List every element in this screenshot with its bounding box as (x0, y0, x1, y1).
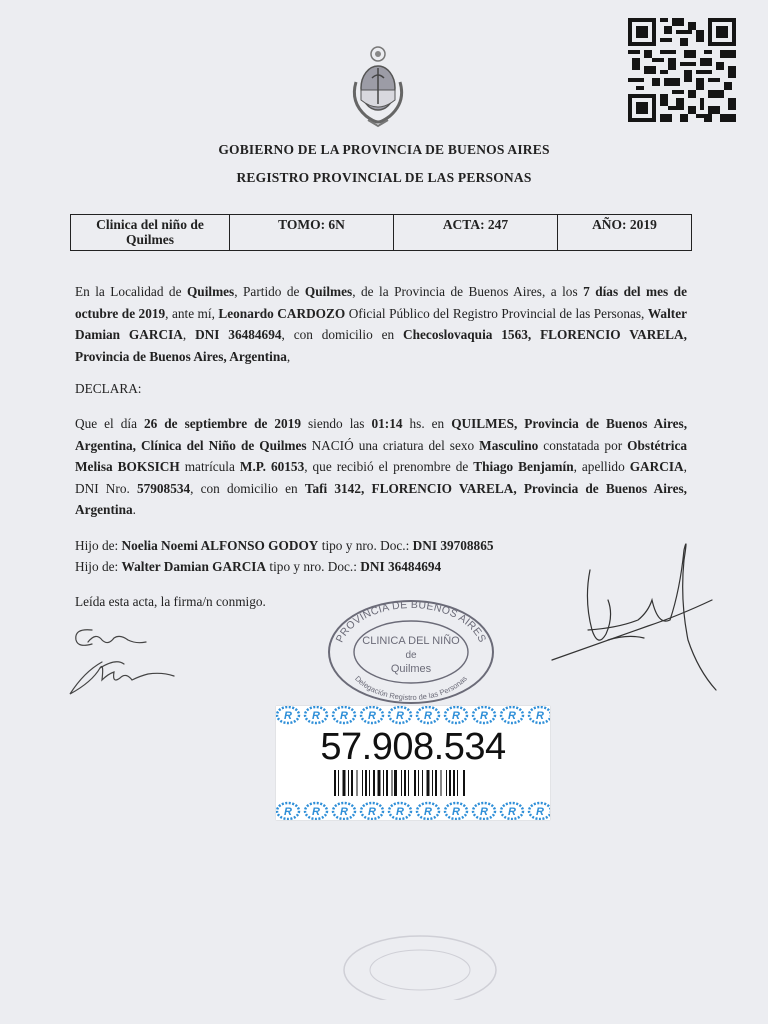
security-seal-icon (389, 803, 411, 819)
tomo-cell: TOMO: 6N (230, 215, 394, 251)
svg-text:R: R (368, 806, 376, 818)
place-line1: Clinica del niño de (96, 217, 204, 232)
signature-right (548, 530, 720, 698)
act-details-table (70, 214, 692, 251)
barcode-bar (342, 770, 345, 796)
barcode-bar (365, 770, 367, 796)
registry-heading: REGISTRO PROVINCIAL DE LAS PERSONAS (236, 170, 532, 185)
barcode-bar (338, 770, 339, 796)
barcode-bar (404, 770, 406, 796)
qr-code (628, 18, 736, 122)
barcode-bar (386, 770, 388, 796)
svg-text:R: R (536, 806, 544, 818)
barcode-bar (449, 770, 451, 796)
barcode-bar (453, 770, 455, 796)
svg-text:R: R (312, 710, 320, 722)
security-seal-icon (389, 707, 411, 723)
svg-text:R: R (368, 710, 376, 722)
dni-number-sticker (276, 706, 550, 820)
svg-text:R: R (396, 710, 404, 722)
stamp-outer-bottom: Delegación Registro de las Personas (353, 674, 469, 703)
dni-number: 57.908.534 (320, 726, 506, 768)
barcode-bar (334, 770, 336, 796)
barcode-bar (356, 770, 357, 796)
svg-text:R: R (340, 710, 348, 722)
svg-text:R: R (340, 806, 348, 818)
security-seal-icon (333, 707, 355, 723)
barcode-bar (383, 770, 384, 796)
svg-text:R: R (396, 806, 404, 818)
barcode-bar (414, 770, 416, 796)
declara-label: DECLARA: (75, 381, 142, 396)
security-seal-icon (417, 707, 439, 723)
father-line: Hijo de: Walter Damian GARCIA tipo y nro. Doc.: DNI 36484694 (75, 559, 442, 574)
mother-line: Hijo de: Noelia Noemi ALFONSO GODOY tipo y nro. Doc.: DNI 39708865 (75, 538, 494, 553)
security-seal-icon (305, 803, 327, 819)
acta-cell: ACTA: 247 (394, 215, 558, 251)
svg-text:Delegación Registro de las Per (353, 674, 469, 702)
place-cell (71, 215, 230, 251)
svg-text:R: R (480, 710, 488, 722)
security-seal-icon (361, 707, 383, 723)
security-seal-icon (501, 707, 523, 723)
birth-declaration-paragraph: Que el día 26 de septiembre de 2019 siendo las 01:14 hs. en QUILMES, Provincia de Buenos Aires, Argentina, Clínica del Niño de Quilmes NACIÓ una criatura del sexo Masculino constatada por Obstétrica Melisa BOKSICH matrícula M.P. 60153, que recibió el prenombre de Thiago Benjamín, apellido GARCIA, DNI Nro. 57908534, con domicilio en Tafi 3142, FLORENCIO VARELA, Provincia de Buenos Aires, Argentina. (75, 416, 688, 518)
barcode-bar (446, 770, 447, 796)
security-seal-icon (305, 707, 327, 723)
barcode-bar (426, 770, 429, 796)
barcode-bar (369, 770, 370, 796)
intro-paragraph: En la Localidad de Quilmes, Partido de Quilmes, de la Provincia de Buenos Aires, a los 7 días del mes de octubre de 2019, ante mí, Leonardo CARDOZO Oficial Público del Registro Provincial de las Personas, Walter Damian GARCIA, DNI 36484694, con domicilio en Checoslovaquia 1563, FLORENCIO VARELA, Provincia de Buenos Aires, Argentina, (75, 284, 687, 364)
barcode-bar (362, 770, 363, 796)
svg-text:R: R (480, 806, 488, 818)
stamp-inner3: Quilmes (390, 663, 432, 675)
barcode-bar (391, 770, 392, 796)
security-seal-icon (333, 803, 355, 819)
svg-text:R: R (536, 710, 544, 722)
clinic-oval-stamp (326, 598, 496, 706)
signature-left (62, 622, 192, 704)
barcode-bar (432, 770, 433, 796)
security-seal-icon (277, 803, 299, 819)
security-seal-icon (277, 707, 299, 723)
barcode-bar (377, 770, 380, 796)
security-seal-icon (445, 707, 467, 723)
barcode-bar (418, 770, 419, 796)
barcode-bar (435, 770, 437, 796)
security-seal-strip-top (276, 706, 550, 728)
security-seal-icon (529, 803, 550, 819)
barcode (334, 770, 502, 796)
barcode-bar (408, 770, 409, 796)
barcode-bar (422, 770, 423, 796)
faint-stamp-imprint (340, 930, 500, 1000)
barcode-bar (394, 770, 397, 796)
security-seal-icon (361, 803, 383, 819)
security-seal-icon (473, 707, 495, 723)
barcode-bar (373, 770, 375, 796)
svg-text:R: R (424, 710, 432, 722)
barcode-bar (401, 770, 402, 796)
svg-text:R: R (508, 710, 516, 722)
security-seal-icon (529, 707, 550, 723)
svg-text:R: R (284, 710, 292, 722)
barcode-bar (348, 770, 349, 796)
stamp-inner1: CLINICA DEL NIÑO (362, 635, 460, 647)
coat-of-arms-emblem (346, 42, 410, 128)
place-line2: Quilmes (125, 232, 174, 247)
stamp-inner2: de (405, 650, 417, 661)
security-seal-icon (417, 803, 439, 819)
barcode-bar (351, 770, 353, 796)
anio-cell: AÑO: 2019 (558, 215, 692, 251)
svg-text:R: R (508, 806, 516, 818)
security-seal-icon (445, 803, 467, 819)
svg-text:R: R (312, 806, 320, 818)
barcode-bar (463, 770, 465, 796)
barcode-bar (440, 770, 441, 796)
svg-text:R: R (284, 806, 292, 818)
government-heading: GOBIERNO DE LA PROVINCIA DE BUENOS AIRES (218, 142, 550, 157)
stamp-outer-top: PROVINCIA DE BUENOS AIRES (333, 598, 489, 645)
svg-text:R: R (452, 710, 460, 722)
barcode-bar (457, 770, 458, 796)
svg-text:R: R (424, 806, 432, 818)
security-seal-icon (501, 803, 523, 819)
security-seal-strip-bottom (276, 798, 550, 820)
security-seal-icon (473, 803, 495, 819)
svg-text:R: R (452, 806, 460, 818)
closing-line: Leída esta acta, la firma/n conmigo. (75, 594, 266, 609)
